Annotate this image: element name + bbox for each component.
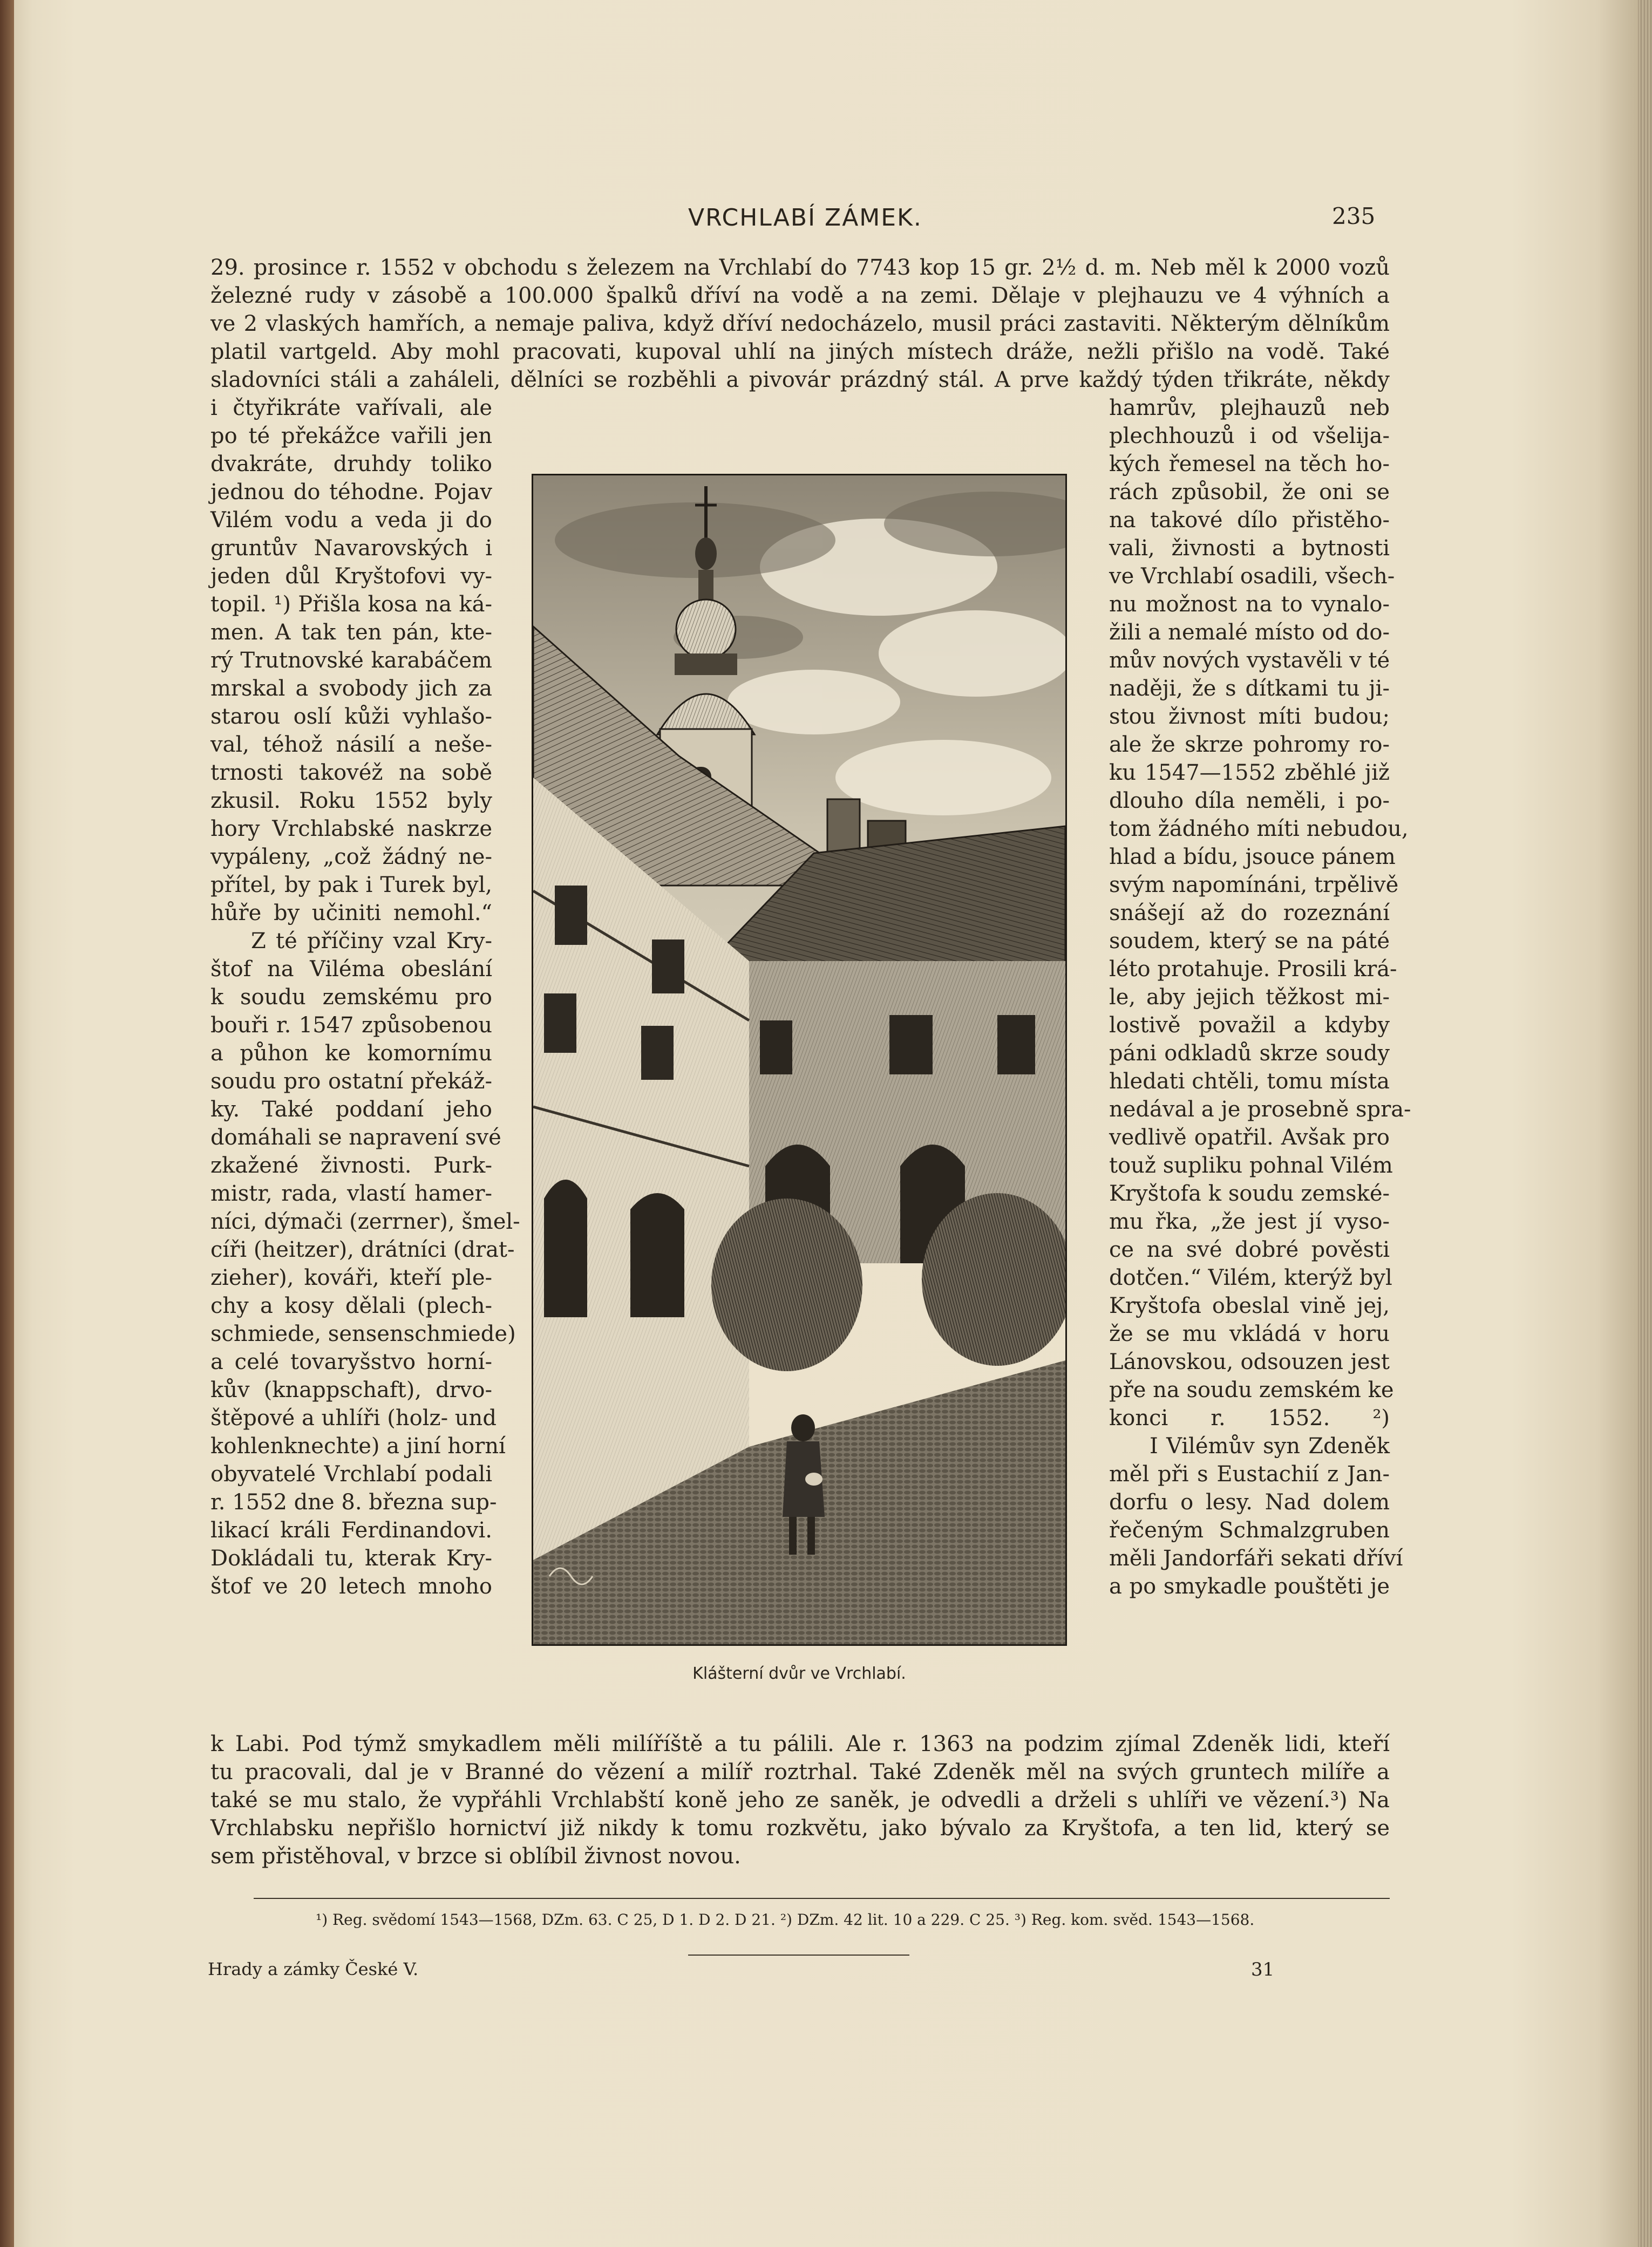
text-line: zkažené živnosti. Purk- [210, 1153, 492, 1178]
text-line: svým napomínáni, trpělivě [1109, 873, 1399, 897]
text-line: mistr, rada, vlastí hamer- [210, 1181, 492, 1206]
text-line: Kryštofa obeslal vině jej, [1109, 1293, 1390, 1318]
text-line: chy a kosy dělali (plech- [210, 1293, 492, 1318]
text-line: štěpové a uhlíři (holz- und [210, 1406, 497, 1431]
footnote-rule [254, 1898, 1390, 1899]
text-line: gruntův Navarovských i [210, 536, 492, 561]
book-binding [0, 0, 14, 2247]
text-line: ce na své dobré pověsti [1109, 1237, 1390, 1262]
text-line: zkusil. Roku 1552 byly [210, 788, 492, 813]
text-line: vypáleny, „což žádný ne- [210, 845, 492, 869]
text-line: sem přistěhoval, v brzce si oblíbil živnost novou. [210, 1844, 741, 1869]
text-line: lostivě považil a kdyby [1109, 1013, 1390, 1038]
text-line: štof ve 20 letech mnoho [210, 1574, 492, 1599]
page-number: 235 [1332, 203, 1376, 229]
text-line: val, téhož násilí a neše- [210, 732, 492, 757]
text-line: soudu pro ostatní překáž- [210, 1069, 492, 1094]
text-line: obyvatelé Vrchlabí podali [210, 1462, 492, 1487]
signature-mark: Hrady a zámky České V. [208, 1959, 419, 1979]
courtyard-illustration [532, 474, 1067, 1646]
text-line: a půhon ke komornímu [210, 1041, 492, 1066]
text-line: soudem, který se na páté [1109, 929, 1390, 954]
text-line: k Labi. Pod týmž smykadlem měli milíříště a tu pálili. Ale r. 1363 na podzim zjímal Zdeněk lidi, kteří [210, 1732, 1390, 1756]
text-line: měl při s Eustachií z Jan- [1109, 1462, 1390, 1487]
text-line: topil. ¹) Přišla kosa na ká- [210, 592, 492, 617]
text-line: sladovníci stáli a zaháleli, dělníci se rozběhli a pivovár prázdný stál. A prve každý týden třikráte, někdy [210, 367, 1390, 392]
text-line: nedával a je prosebně spra- [1109, 1097, 1411, 1122]
text-line: železné rudy v zásobě a 100.000 špalků dříví na vodě a na zemi. Dělaje v plejhauzu ve 4 výhních a [210, 283, 1390, 308]
text-line: páni odkladů skrze soudy [1109, 1041, 1390, 1066]
text-line: 29. prosince r. 1552 v obchodu s železem na Vrchlabí do 7743 kop 15 gr. 2½ d. m. Neb měl k 2000 vozů [210, 255, 1390, 280]
text-line: platil vartgeld. Aby mohl pracovati, kupoval uhlí na jiných místech dráže, nežli přišlo na vodě. Také [210, 339, 1390, 364]
text-line: vali, živnosti a bytnosti [1109, 536, 1390, 561]
footnotes: ¹) Reg. svědomí 1543—1568, DZm. 63. C 25, D 1. D 2. D 21. ²) DZm. 42 lit. 10 a 229. C 25. ³) Reg. kom. svěd. 1543—1568. [316, 1911, 1255, 1929]
text-line: dlouho díla neměli, i po- [1109, 788, 1390, 813]
text-line: konci r. 1552. ²) [1109, 1406, 1390, 1431]
text-line: stou živnost míti budou; [1109, 704, 1390, 729]
text-line: dotčen.“ Vilém, kterýž byl [1109, 1265, 1392, 1290]
text-line: tom žádného míti nebudou, [1109, 816, 1409, 841]
text-line: žili a nemalé místo od do- [1109, 620, 1390, 645]
text-line: Vilém vodu a veda ji do [210, 508, 492, 533]
text-line: tu pracovali, dal je v Branné do vězení a milíř roztrhal. Také Zdeněk měl na svých gruntech milíře a [210, 1760, 1390, 1785]
text-line: ve 2 vlaských hamřích, a nemaje paliva, když dříví nedocházelo, musil práci zastaviti. Některým dělníkům [210, 311, 1390, 336]
text-line: jeden důl Kryštofovi vy- [210, 564, 492, 589]
text-line: touž supliku pohnal Vilém [1109, 1153, 1393, 1178]
text-line: kův (knappschaft), drvo- [210, 1378, 492, 1402]
text-line: níci, dýmači (zerrner), šmel- [210, 1209, 520, 1234]
text-line: kohlenknechte) a jiní horní [210, 1434, 506, 1459]
text-line: pře na soudu zemském ke [1109, 1378, 1394, 1402]
text-line: léto protahuje. Prosili krá- [1109, 957, 1397, 982]
text-line: také se mu stalo, že vypřáhli Vrchlabští koně jeho ze saněk, je odvedli a drželi s uhlíři ve vězení.³) Na [210, 1788, 1390, 1813]
text-line: měli Jandorfáři sekati dříví [1109, 1546, 1403, 1571]
text-line: kých řemesel na těch ho- [1109, 452, 1390, 476]
text-line: mův nových vystavěli v té [1109, 648, 1390, 673]
text-line: naději, že s dítkami tu ji- [1109, 676, 1390, 701]
text-line: Kryštofa k soudu zemské- [1109, 1181, 1390, 1206]
text-line: ale že skrze pohromy ro- [1109, 732, 1390, 757]
sheet-number: 31 [1251, 1959, 1275, 1980]
text-line: trnosti takovéž na sobě [210, 760, 492, 785]
text-line: likací králi Ferdinandovi. [210, 1518, 492, 1543]
text-line: bouři r. 1547 způsobenou [210, 1013, 492, 1038]
text-line: k soudu zemskému pro [210, 985, 492, 1010]
text-line: rý Trutnovské karabáčem [210, 648, 492, 673]
illustration-caption: Klášterní dvůr ve Vrchlabí. [692, 1664, 906, 1683]
running-title: VRCHLABÍ ZÁMEK. [688, 204, 922, 231]
text-line: vedlivě opatřil. Avšak pro [1109, 1125, 1390, 1150]
text-line: rách způsobil, že oni se [1109, 480, 1390, 505]
text-line: schmiede, sensenschmiede) [210, 1322, 516, 1346]
page-edges [1638, 0, 1652, 2247]
text-line: dorfu o lesy. Nad dolem [1109, 1490, 1390, 1515]
text-line: hledati chtěli, tomu místa [1109, 1069, 1390, 1094]
text-line: hamrův, plejhauzů neb [1109, 396, 1390, 420]
text-line: hlad a bídu, jsouce pánem [1109, 845, 1396, 869]
text-line: I Vilémův syn Zdeněk [1150, 1434, 1390, 1459]
text-line: že se mu vkládá v horu [1109, 1322, 1390, 1346]
text-line: hůře by učiniti nemohl.“ [210, 901, 492, 925]
text-line: Lánovskou, odsouzen jest [1109, 1350, 1390, 1374]
text-line: ve Vrchlabí osadili, všech- [1109, 564, 1395, 589]
text-line: Z té příčiny vzal Kry- [251, 929, 492, 954]
text-line: starou oslí kůži vyhlašo- [210, 704, 492, 729]
text-line: snášejí až do rozeznání [1109, 901, 1390, 925]
text-line: ky. Také poddaní jeho [210, 1097, 492, 1122]
text-line: Dokládali tu, kterak Kry- [210, 1546, 492, 1571]
text-line: ku 1547—1552 zběhlé již [1109, 760, 1390, 785]
text-line: le, aby jejich těžkost mi- [1109, 985, 1390, 1010]
text-line: jednou do téhodne. Pojav [210, 480, 492, 505]
text-line: dvakráte, druhdy toliko [210, 452, 492, 476]
text-line: po té překážce vařili jen [210, 424, 492, 448]
text-line: zieher), kováři, kteří ple- [210, 1265, 492, 1290]
text-line: a celé tovaryšstvo horní- [210, 1350, 492, 1374]
text-line: Vrchlabsku nepřišlo hornictví již nikdy k tomu rozkvětu, jako bývalo za Kryštofa, a ten lid, který se [210, 1816, 1390, 1841]
footer-rule [688, 1955, 909, 1956]
text-line: cíři (heitzer), drátníci (drat- [210, 1237, 515, 1262]
text-line: r. 1552 dne 8. března sup- [210, 1490, 497, 1515]
text-line: řečeným Schmalzgruben [1109, 1518, 1390, 1543]
text-line: nu možnost na to vynalo- [1109, 592, 1390, 617]
text-line: hory Vrchlabské naskrze [210, 816, 492, 841]
text-line: a po smykadle pouštěti je [1109, 1574, 1390, 1599]
text-line: štof na Viléma obeslání [210, 957, 492, 982]
text-line: mrskal a svobody jich za [210, 676, 492, 701]
text-line: přítel, by pak i Turek byl, [210, 873, 492, 897]
text-line: plechhouzů i od všelija- [1109, 424, 1390, 448]
text-line: domáhali se napravení své [210, 1125, 501, 1150]
text-line: mu řka, „že jest jí vyso- [1109, 1209, 1390, 1234]
text-line: i čtyřikráte vařívali, ale [210, 396, 492, 420]
text-line: na takové dílo přistěho- [1109, 508, 1390, 533]
text-line: men. A tak ten pán, kte- [210, 620, 492, 645]
